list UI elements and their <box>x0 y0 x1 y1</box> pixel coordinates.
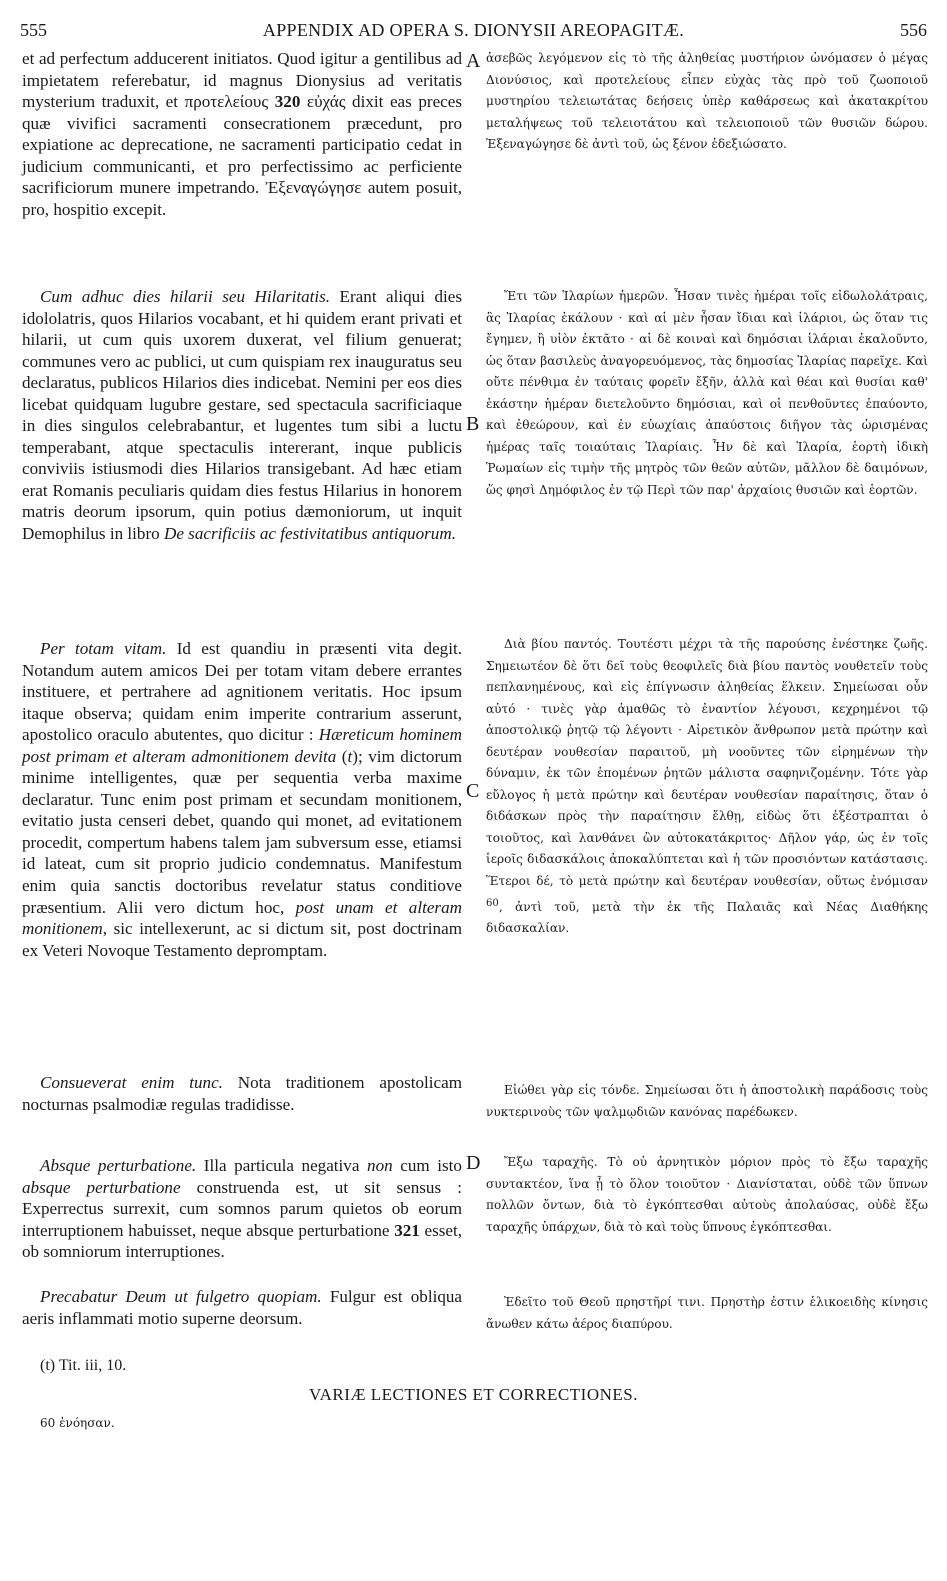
footnote-t: (t) Tit. iii, 10. <box>40 1357 127 1374</box>
margin-letter-c: C <box>466 780 480 802</box>
greek-paragraph-2: Ἔτι τῶν Ἱλαρίων ἡμερῶν. Ἦσαν τινὲς ἡμέραι τοῖς εἰδωλολάτραις, ἃς Ἱλαρίας ἐκάλουν · καὶ αἱ μὲν ἦσαν ἴδιαι καὶ ἱλάριοι, ὡς ὅταν τις ἔγημεν, ἢ υἱὸν ἐκτᾶτο · αἱ δὲ κοιναὶ καὶ δημόσιαι ἱλάριαι ἐκαλοῦντο, ὡς ὅταν βασιλεὺς ἀναγορευόμενος, τὰς δημοσίας Ἱλαρίας παρεῖχε. Καὶ οὔτε πένθιμα ἐν ταύταις φορεῖν ἔξῆν, ἀλλὰ καὶ θέαι καὶ θυσίαι καθ' ἑκάστην ἡμέραν διετελοῦντο δημόσιαι, καὶ οἱ πενθοῦντες ἐπαύοντο, καὶ ἐθεώρουν, καὶ ἐν εὐωχίαις ἀπαύστοις διῆγον τὰς ὡρισμένας ἡμέρας ταῖς τοιαύταις Ἱλαρίαις. Ἦν δὲ καὶ Ἱλαρία, ἑορτὴ ἰδικὴ Ῥωμαίων εἰς τιμὴν τῆς μητρὸς τῶν θεῶν αὐτῶν, μᾶλλον δὲ δαιμόνων, ὥς φησὶ Δημόφιλος ἐν τῷ Περὶ τῶν παρ' ἀρχαίοις θυσιῶν καὶ ἑορτῶν. <box>486 289 928 497</box>
latin-paragraph-6: Precabatur Deum ut fulgetro quopiam. Fulgur est obliqua aeris inflammati motio superne deorsum. <box>22 1287 463 1328</box>
greek-paragraph-6: Ἐδεῖτο τοῦ Θεοῦ πρηστῆρί τινι. Πρηστὴρ ἐστιν ἑλικοειδὴς κίνησις ἄνωθεν κάτω ἀέρος διαπύρου. <box>486 1295 928 1331</box>
latin-paragraph-1: et ad perfectum adducerent initiatos. Quod igitur a gentilibus ad impietatem referebatur, id magnus Dionysius ad veritatis mysterium traduxit, et προτελείους 320 εὐχάς dixit eas preces quæ vivifici sacramenti consecrationem præcedunt, pro expiatione ac deprecatione, ne sacramenti participatio cedat in judicium communicanti, et pro perfectissimo ac perficiente sacrificiorum munere impetrando. Ἐξεναγώγησε autem posuit, pro, hospitio excepit. <box>22 49 462 219</box>
margin-letter-d: D <box>466 1152 481 1174</box>
latin-paragraph-2: Cum adhuc dies hilarii seu Hilaritatis. Erant aliqui dies idololatris, quos Hilarios vocabant, et hi quidem erant privati et hilarii, ut cum quis uxorem duxerat, vel filium genuerat; communes vero ac publici, ut cum quispiam rex inauguratus seu declaratus, publicos Hilarios dies indicebat. Nemini per eos dies licebat quidquam lugubre gestare, sed spectacula sacrificiaque in dies singulos celebrabantur, et lugentes tum sibi a luctu temperabant, atque spectaculis intererant, inque publicis conviviis istiusmodi dies Hilarios transigebant. Ad hæc etiam erat Romanis peculiaris quidam dies festus Hilarius in honorem matris deorum ipsorum, quin potius dæmoniorum, ut inquit Demophilus in libro De sacrificiis ac festivitatibus antiquorum. <box>22 287 462 544</box>
variae-lectiones-heading: VARIÆ LECTIONES ET CORRECTIONES. <box>309 1385 638 1404</box>
greek-paragraph-4: Εἰώθει γὰρ εἰς τόνδε. Σημείωσαι ὅτι ἡ ἀποστολικὴ παράδοσις τοὺς νυκτερινοὺς τῶν ψαλμῳδιῶν κανόνας παρέδωκεν. <box>486 1083 928 1119</box>
latin-paragraph-5: Absque perturbatione. Illa particula negativa non cum isto absque perturbatione construenda est, ut sit sensus : Experrectus surrexit, cum somnos parum quietos ob eorum interruptionem habuisset, neque absque perturbatione 321 esset, ob somniorum interruptiones. <box>22 1156 462 1262</box>
page-number-right: 556 <box>900 20 927 40</box>
footnote-60: 60 ἐνόησαν. <box>40 1416 115 1430</box>
running-header <box>20 20 927 44</box>
page-number-left: 555 <box>20 20 47 40</box>
running-title: APPENDIX AD OPERA S. DIONYSII AREOPAGITÆ. <box>262 20 685 40</box>
greek-paragraph-1: ἀσεβῶς λεγόμενον εἰς τὸ τῆς ἀληθείας μυστήριον ὠνόμασεν ὁ μέγας Διονύσιος, καὶ προτελείους εἶπεν εὐχὰς τὰς πρὸ τοῦ ζωοποιοῦ μυστηρίου τελειωτάτας δεήσεις ὑπὲρ καθάρσεως καὶ ἀκατακρίτου μεταλήψεως τοῦ τελειοτάτου καὶ τελειοποιοῦ τῶν θυσιῶν δώρου. Ἐξεναγώγησε δὲ ἀντὶ τοῦ, ὡς ξένον ἐδεξιώσατο. <box>486 51 928 152</box>
latin-paragraph-3: Per totam vitam. Id est quandiu in præsenti vita degit. Notandum autem amicos Dei per totam vitam debere errantes instituere, et pertrahere ad agnitionem veritatis. Hoc ipsum itaque observa; quidam enim imperite contrarium asserunt, apostolico oraculo abutentes, quo dicitur : Hæreticum hominem post primam et alteram admonitionem devita (t); vim dictorum minime intelligentes, quæ per sequentia verba maxime declaratur. Tunc enim post primam et secundam monitionem, evitatio justa censeri debet, quando qui monet, ad evitationem procedit, compertum habens talem jam subversum esse, etiamsi id lateat, cum sit proprio judicio condemnatus. Manifestum enim quia sanctis doctoribus revelatur status conditiove præsentium. Alii vero dictum hoc, post unam et alteram monitionem, sic intellexerunt, ac si dictum sit, post doctrinam ex Veteri Novoque Testamento depromptam. <box>22 639 463 960</box>
greek-paragraph-5: Ἔξω ταραχῆς. Τὸ οὐ ἀρνητικὸν μόριον πρὸς τὸ ἔξω ταραχῆς συντακτέον, ἵνα ᾖ τὸ ὅλον τοιοῦτον · Διανίσταται, οὐδὲ τῶν ὕπνων πολλῶν ὄντων, διὰ τὸ ἐγκόπτεσθαι αὐτοὺς ἀπολαύσας, οὐδὲ ἔξω ταραχῆς ὑπάρχων, διὰ τὸ καὶ τοὺς ὕπνους ἐγκόπτεσθαι. <box>486 1155 928 1234</box>
greek-paragraph-3: Διὰ βίου παντός. Τουτέστι μέχρι τὰ τῆς παρούσης ἐνέστηκε ζωῆς. Σημειωτέον δὲ ὅτι δεῖ τοὺς θεοφιλεῖς διὰ βίου παντὸς νουθετεῖν τοὺς πεπλανημένους, καὶ εἰς ἐπίγνωσιν ἀληθείας ἕλκειν. Σημείωσαι οὖν αὐτό · τινὲς γὰρ ἀμαθῶς τὸ ἐναντίον λέγουσι, κεχρημένοι τῷ ἀποστολικῷ ῥητῷ τῷ λέγοντι · Αἱρετικὸν ἄνθρωπον μετὰ πρώτην καὶ δευτέραν νουθεσίαν παραιτοῦ, μὴ νοοῦντες τῶν εἰρημένων τὴν δύναμιν, ἐκ τῶν ἑπομένων ῥητῶν μάλιστα σαφηνιζομένην. Τότε γὰρ εὔλογος ἡ μετὰ πρώτην καὶ δευτέραν νουθεσίαν παραίτησις, ὅταν ὁ διδάσκων πρὸς τὴν παραίτησιν ἔλθῃ, εἰδὼς ὅτι ἐξέστραπται ὁ τοιοῦτος, καὶ λανθάνει ὢν αὐτοκατάκριτος· Δῆλον γάρ, ὡς ἐν τοῖς ἱεροῖς διδασκάλοις ἀποκαλύπτεται καὶ ἡ τῶν προσιόντων κατάστασις. Ἕτεροι δέ, τὸ μετὰ πρώτην καὶ δευτέραν νουθεσίαν, οὕτως ἐνόμισαν $^{60}$, ἀντὶ τοῦ, μετὰ τὴν ἐκ τῆς Παλαιᾶς καὶ Νέας Διαθήκης διδασκαλίαν. <box>486 637 928 936</box>
margin-letter-a: A <box>466 50 481 72</box>
margin-letter-b: B <box>466 413 480 435</box>
latin-paragraph-4: Consueverat enim tunc. Nota traditionem apostolicam nocturnas psalmodiæ regulas tradidisse. <box>22 1073 462 1114</box>
